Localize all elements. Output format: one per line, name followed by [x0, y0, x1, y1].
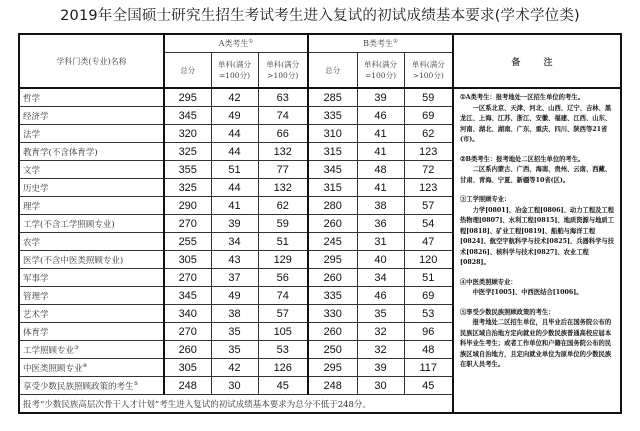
b-single-100: 39 [357, 88, 404, 107]
b-single-gt100: 117 [404, 359, 453, 377]
b-total: 260 [308, 269, 357, 287]
header-a-total: 总分 [164, 53, 211, 89]
discipline-name [19, 269, 164, 287]
discipline-name [19, 359, 164, 377]
a-single-100: 37 [211, 269, 258, 287]
footnote-mark: ③ [74, 344, 79, 351]
footer-note: 报考“少数民族高层次骨干人才计划”考生进入复试的初试成绩基本要求为总分不低于248分。 [19, 395, 453, 414]
a-single-gt100: 74 [258, 287, 308, 305]
discipline-label: 工学照顾专业 [23, 345, 75, 356]
discipline-name [19, 251, 164, 269]
discipline-label: 哲学 [23, 93, 41, 104]
note-heading: ③工学照顾专业： [460, 196, 511, 203]
discipline-name [19, 323, 164, 341]
note-1 [460, 93, 616, 146]
a-total: 325 [164, 179, 211, 197]
b-single-100: 46 [357, 107, 404, 125]
b-single-100: 39 [357, 359, 404, 377]
header-a-single-100 [211, 53, 258, 89]
note-heading: ⑤享受少数民族照顾政策的考生： [460, 308, 555, 316]
header-group-b [308, 34, 453, 53]
a-total: 270 [164, 323, 211, 341]
discipline-name [19, 197, 164, 215]
b-total: 335 [308, 287, 357, 305]
note-body: 报考地处二区招生单位，且毕业后在国务院公布的民族区域自治地方定向就业的少数民族普通高校应届本科毕业生考生；或者工作单位和户籍在国务院公布的民族区域自治地方，且定向就业单位为原单位的少数民族在职人员考生。 [460, 319, 612, 368]
a-single-gt100: 63 [258, 88, 308, 107]
a-single-gt100: 45 [258, 377, 308, 395]
header-a-single-gt100 [258, 53, 308, 89]
header-line: 单科(满分 [218, 60, 251, 69]
a-single-100: 39 [211, 215, 258, 233]
b-total: 315 [308, 179, 357, 197]
discipline-name [19, 215, 164, 233]
footnote-mark: ⑤ [133, 380, 139, 387]
b-total: 315 [308, 143, 357, 161]
b-single-100: 41 [357, 125, 404, 143]
b-single-gt100: 123 [404, 143, 453, 161]
a-total: 248 [164, 377, 211, 395]
discipline-label: 教育学(不含体育学) [23, 147, 98, 158]
b-total: 330 [308, 305, 357, 323]
b-single-gt100: 48 [404, 341, 453, 359]
header-line: 单科(满分 [364, 60, 397, 69]
note-3 [460, 195, 616, 269]
b-total: 245 [308, 233, 357, 251]
a-single-100: 44 [211, 143, 258, 161]
discipline-name [19, 287, 164, 305]
a-total: 305 [164, 251, 211, 269]
b-single-100: 38 [357, 197, 404, 215]
b-single-100: 32 [357, 341, 404, 359]
discipline-label: 工学(不含工学照顾专业) [23, 219, 115, 230]
a-single-100: 42 [211, 359, 258, 377]
a-single-gt100: 132 [258, 143, 308, 161]
a-single-gt100: 66 [258, 125, 308, 143]
a-single-100: 35 [211, 341, 258, 359]
b-single-100: 34 [357, 269, 404, 287]
b-single-100: 32 [357, 323, 404, 341]
header-line: >100分) [267, 71, 299, 80]
b-single-100: 41 [357, 143, 404, 161]
a-single-gt100: 56 [258, 269, 308, 287]
discipline-label: 经济学 [23, 111, 49, 122]
a-single-100: 41 [211, 197, 258, 215]
header-notes: 备 注 [453, 34, 621, 88]
discipline-label: 文学 [23, 165, 41, 176]
b-single-100: 36 [357, 215, 404, 233]
a-total: 340 [164, 305, 211, 323]
score-requirements-table [18, 33, 622, 414]
b-single-gt100: 45 [404, 377, 453, 395]
header-line: =100分) [364, 71, 397, 80]
a-total: 290 [164, 197, 211, 215]
a-single-gt100: 129 [258, 251, 308, 269]
b-single-gt100: 57 [404, 197, 453, 215]
b-total: 260 [308, 215, 357, 233]
a-total: 320 [164, 125, 211, 143]
header-b-single-100 [357, 53, 404, 89]
b-single-100: 35 [357, 305, 404, 323]
b-single-gt100: 96 [404, 323, 453, 341]
a-single-100: 44 [211, 179, 258, 197]
a-single-gt100: 59 [258, 215, 308, 233]
b-single-100: 41 [357, 179, 404, 197]
a-total: 255 [164, 233, 211, 251]
discipline-label: 体育学 [23, 327, 49, 338]
note-body: 力学[0801]、冶金工程[0806]、动力工程及工程热物理[0807]、水利工程[0815]、地质资源与地质工程[0818]、矿业工程[0819]、船舶与海洋工程[0824]、航空宇航科学与技术[0825]、兵器科学与技术[0826]、核科学与技术[0827]、农业工程[0828]。 [460, 206, 615, 266]
header-line: 单科(满分 [266, 60, 300, 69]
a-single-100: 35 [211, 323, 258, 341]
b-single-100: 30 [357, 377, 404, 395]
discipline-name [19, 88, 164, 107]
a-total: 270 [164, 215, 211, 233]
note-2 [460, 155, 616, 187]
discipline-name [19, 233, 164, 251]
note-body: 一区系北京、天津、河北、山西、辽宁、吉林、黑龙江、上海、江苏、浙江、安徽、福建、江西、山东、河南、湖北、湖南、广东、重庆、四川、陕西等21省(市)。 [460, 104, 612, 143]
b-single-gt100: 62 [404, 125, 453, 143]
b-single-100: 46 [357, 287, 404, 305]
b-total: 280 [308, 197, 357, 215]
header-group-a [164, 34, 308, 53]
notes-panel [453, 88, 621, 413]
b-total: 285 [308, 88, 357, 107]
b-single-gt100: 47 [404, 233, 453, 251]
footnote-mark: ① [248, 38, 254, 45]
a-single-gt100: 51 [258, 233, 308, 251]
table-row [19, 88, 621, 107]
b-single-100: 31 [357, 233, 404, 251]
b-total: 250 [308, 341, 357, 359]
note-heading: ①A类考生：报考地处一区招生单位的考生。 [460, 94, 584, 101]
header-b-single-gt100 [404, 53, 453, 89]
discipline-name [19, 125, 164, 143]
note-body: 二区系内蒙古、广西、海南、贵州、云南、西藏、甘肃、青海、宁夏、新疆等10省(区)。 [460, 166, 612, 184]
discipline-label: 历史学 [23, 183, 49, 194]
b-single-gt100: 69 [404, 107, 453, 125]
footnote-mark: ④ [82, 362, 88, 369]
b-single-100: 48 [357, 161, 404, 179]
header-b-total: 总分 [308, 53, 357, 89]
b-single-gt100: 54 [404, 215, 453, 233]
a-total: 260 [164, 341, 211, 359]
page-title: 2019年全国硕士研究生招生考试考生进入复试的初试成绩基本要求(学术学位类) [60, 8, 580, 24]
a-single-100: 44 [211, 125, 258, 143]
a-single-100: 51 [211, 161, 258, 179]
discipline-label: 理学 [23, 201, 41, 212]
note-heading: ②B类考生：报考地处二区招生单位的考生。 [460, 155, 585, 163]
a-total: 355 [164, 161, 211, 179]
b-single-100: 40 [357, 251, 404, 269]
discipline-name [19, 341, 164, 359]
a-single-gt100: 74 [258, 107, 308, 125]
discipline-name [19, 107, 164, 125]
a-single-100: 38 [211, 305, 258, 323]
a-single-100: 49 [211, 107, 258, 125]
a-total: 295 [164, 88, 211, 107]
footnote-mark: ② [392, 38, 398, 45]
a-single-100: 30 [211, 377, 258, 395]
discipline-label: 艺术学 [23, 309, 49, 320]
a-total: 345 [164, 107, 211, 125]
note-5 [460, 308, 616, 371]
note-heading: ④中医类照顾专业： [460, 278, 517, 286]
a-single-gt100: 57 [258, 305, 308, 323]
a-single-gt100: 132 [258, 179, 308, 197]
b-single-gt100: 59 [404, 88, 453, 107]
b-total: 335 [308, 107, 357, 125]
header-discipline-name: 学科门类(专业)名称 [19, 34, 164, 88]
a-total: 305 [164, 359, 211, 377]
b-single-gt100: 69 [404, 287, 453, 305]
discipline-name [19, 179, 164, 197]
b-total: 248 [308, 377, 357, 395]
b-total: 295 [308, 359, 357, 377]
discipline-label: 管理学 [23, 291, 49, 302]
discipline-label: 中医类照顾专业 [23, 363, 83, 374]
note-4 [460, 278, 616, 299]
discipline-name [19, 143, 164, 161]
header-line: =100分) [218, 71, 251, 80]
b-single-gt100: 53 [404, 305, 453, 323]
header-line: 单科(满分 [411, 60, 445, 69]
a-single-gt100: 53 [258, 341, 308, 359]
b-single-gt100: 72 [404, 161, 453, 179]
discipline-label: 军事学 [23, 273, 49, 284]
b-total: 260 [308, 323, 357, 341]
a-single-gt100: 126 [258, 359, 308, 377]
b-single-gt100: 120 [404, 251, 453, 269]
header-group-b-label: B类考生 [363, 39, 393, 48]
a-single-gt100: 105 [258, 323, 308, 341]
b-total: 310 [308, 125, 357, 143]
discipline-label: 农学 [23, 237, 41, 248]
b-total: 345 [308, 161, 357, 179]
header-line: >100分) [412, 71, 444, 80]
discipline-label: 医学(不含中医类照顾专业) [23, 255, 124, 266]
a-single-100: 42 [211, 88, 258, 107]
a-single-100: 49 [211, 287, 258, 305]
a-single-100: 34 [211, 233, 258, 251]
b-total: 295 [308, 251, 357, 269]
discipline-name [19, 161, 164, 179]
discipline-name [19, 377, 164, 395]
a-total: 270 [164, 269, 211, 287]
header-group-a-label: A类考生 [218, 39, 249, 48]
discipline-name [19, 305, 164, 323]
discipline-label: 享受少数民族照顾政策的考生 [23, 381, 134, 392]
note-body: 中医学[1005]、中西医结合[1006]。 [472, 289, 583, 296]
a-total: 325 [164, 143, 211, 161]
a-single-gt100: 62 [258, 197, 308, 215]
a-single-gt100: 77 [258, 161, 308, 179]
discipline-label: 法学 [23, 129, 41, 140]
a-total: 345 [164, 287, 211, 305]
a-single-100: 43 [211, 251, 258, 269]
b-single-gt100: 123 [404, 179, 453, 197]
b-single-gt100: 51 [404, 269, 453, 287]
